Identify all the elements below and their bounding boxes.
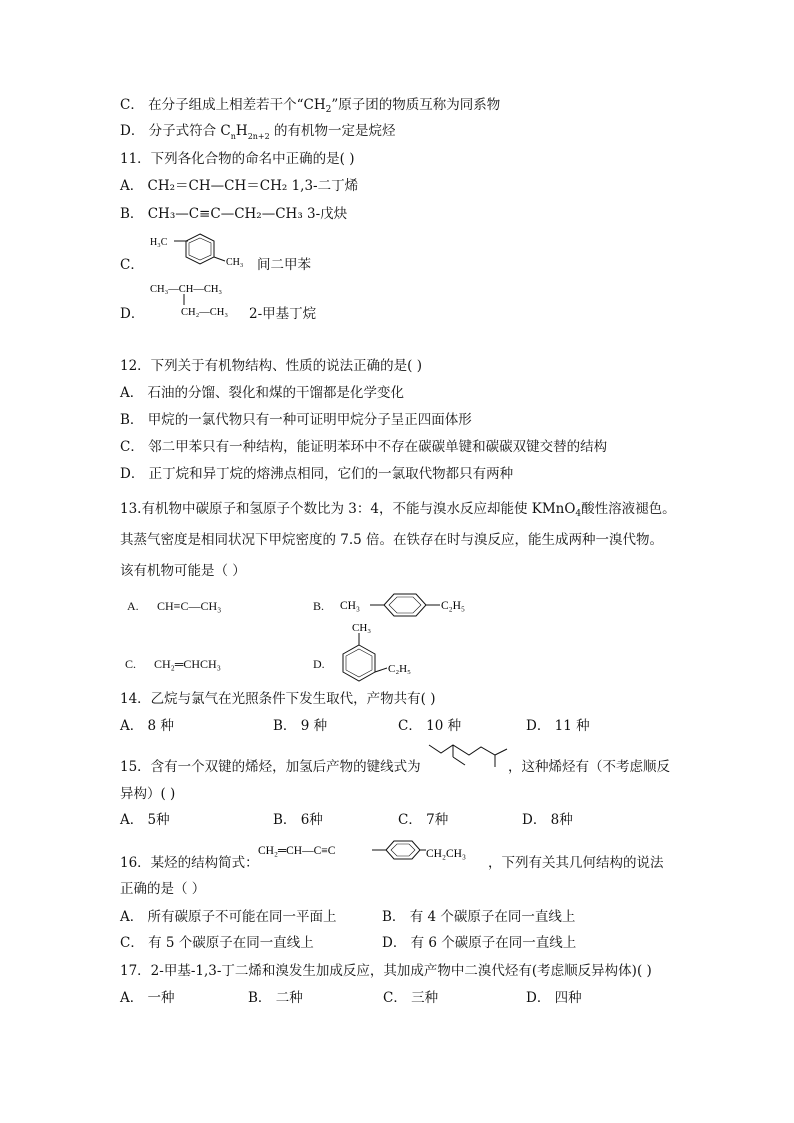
prev-option-d-mid: H (235, 123, 248, 139)
q11-option-b: B． CH₃—C≡C—CH₂—CH₃ 3-戊炔 (120, 206, 348, 222)
q12-option-d: D． 正丁烷和异丁烷的熔沸点相同，它们的一氯取代物都只有两种 (120, 466, 514, 482)
q16-option-b: B． 有 4 个碳原子在同一直线上 (382, 909, 576, 925)
prev-option-c-sub: 2 (325, 105, 332, 115)
q11-d-bottom: CH₂—CH₃ (181, 307, 228, 318)
q13-d-top: CH₃ (352, 622, 372, 634)
q13-stem1-sub: 4 (575, 509, 582, 519)
q15-option-a: A． 5种 (120, 812, 170, 828)
q17-option-a: A． 一种 (120, 990, 175, 1006)
q11-c-ch3-right: CH₃ (226, 257, 244, 268)
q12-option-c: C． 邻二甲苯只有一种结构，能证明苯环中不存在碳碳单键和碳碳双键交替的结构 (120, 439, 608, 455)
q14-option-c: C． 10 种 (398, 718, 462, 734)
q13-option-c-formula: CH₂═CHCH₃ (154, 657, 221, 671)
q12-option-a: A． 石油的分馏、裂化和煤的干馏都是化学变化 (120, 385, 405, 401)
q11-stem: 11．下列各化合物的命名中正确的是( ) (120, 151, 355, 167)
q17-option-d: D． 四种 (526, 990, 582, 1006)
q13-stem-line3: 该有机物可能是（ ） (120, 563, 246, 579)
q16-option-c: C． 有 5 个碳原子在同一直线上 (120, 935, 314, 951)
q11-option-d-label: D． (120, 306, 145, 322)
q12-option-b: B． 甲烷的一氯代物只有一种可证明甲烷分子呈正四面体形 (120, 412, 472, 428)
q16-option-a: A． 所有碳原子不可能在同一平面上 (120, 909, 337, 925)
q14-option-d: D． 11 种 (526, 718, 590, 734)
q15-skeletal-formula (425, 741, 510, 773)
q11-c-ch3-left: H₃C (150, 237, 168, 248)
q13-b-right: C₂H₅ (441, 600, 465, 612)
q16-stem-pre: 16．某烃的结构简式： (120, 855, 259, 871)
q13-option-d-structure (335, 618, 445, 688)
prev-option-c-pre: C． 在分子组成上相差若干个“CH (120, 97, 326, 113)
q13-d-right: C₂H₅ (388, 663, 411, 675)
q14-option-b: B． 9 种 (273, 718, 328, 734)
prev-option-d-post: 的有机物一定是烷烃 (269, 123, 396, 139)
q15-option-d: D． 8种 (522, 812, 573, 828)
q14-option-a: A． 8 种 (120, 718, 174, 734)
q13-stem-line1 (120, 500, 676, 523)
q16-structure (258, 838, 498, 874)
q13-option-d-label: D. (313, 657, 325, 671)
prev-option-c (120, 96, 500, 119)
prev-option-d-pre: D． 分子式符合 C (120, 123, 231, 139)
q11-d-top: CH₃—CH—CH₃ (150, 284, 223, 295)
q16-stem-post: ，下列有关其几何结构的说法 (488, 855, 664, 871)
prev-option-c-post: ”原子团的物质互称为同系物 (331, 97, 501, 113)
q17-option-c: C． 三种 (383, 990, 439, 1006)
q15-option-b: B． 6种 (273, 812, 323, 828)
q13-option-a-formula: CH≡C—CH₃ (157, 599, 222, 613)
prev-option-d (120, 122, 396, 146)
q17-option-b: B． 二种 (248, 990, 303, 1006)
q17-stem: 17．2-甲基-1,3-丁二烯和溴发生加成反应，其加成产物中二溴代烃有(考虑顺反异构体)( ) (120, 963, 652, 979)
q16-option-d: D． 有 6 个碳原子在同一直线上 (382, 935, 577, 951)
q15-stem-post: ，这种烯烃有（不考虑顺反 (508, 759, 670, 775)
prev-option-d-sub2: 2n+2 (247, 132, 270, 141)
q13-b-left: CH₃ (340, 600, 360, 612)
q16-substituent: CH₂CH₃ (426, 848, 466, 860)
q16-stem-line2: 正确的是（ ） (120, 881, 206, 897)
q11-option-d-structure (150, 280, 245, 320)
q15-stem-line2: 异构）( ) (120, 786, 176, 802)
q13-option-c-label: C. (125, 657, 137, 671)
prev-option-d-sub1: n (230, 132, 236, 141)
q15-stem-pre: 15．含有一个双键的烯烃，加氢后产物的键线式为 (120, 759, 421, 775)
q13-stem1-pre: 13.有机物中碳原子和氢原子个数比为 3：4，不能与溴水反应却能使 KMnO (120, 501, 576, 517)
q13-option-b-label: B. (313, 599, 325, 613)
q11-option-c-structure (148, 228, 258, 276)
q13-option-a-label: A. (127, 599, 139, 613)
q16-formula: CH₂═CH—C≡C (258, 845, 336, 857)
q11-option-d-name: 2-甲基丁烷 (249, 306, 317, 322)
q13-stem-line2: 其蒸气密度是相同状况下甲烷密度的 7.5 倍。在铁存在时与溴反应，能生成两种一溴代物。 (120, 532, 664, 548)
q14-stem: 14．乙烷与氯气在光照条件下发生取代，产物共有( ) (120, 691, 436, 707)
q13-stem1-post: 酸性溶液褪色。 (581, 501, 676, 517)
q15-option-c: C． 7种 (398, 812, 449, 828)
q12-stem: 12．下列关于有机物结构、性质的说法正确的是( ) (120, 358, 423, 374)
q11-option-c-name: 间二甲苯 (257, 257, 311, 273)
q11-option-a: A． CH₂＝CH—CH＝CH₂ 1,3-二丁烯 (120, 178, 359, 194)
q11-option-c-label: C． (120, 257, 144, 273)
